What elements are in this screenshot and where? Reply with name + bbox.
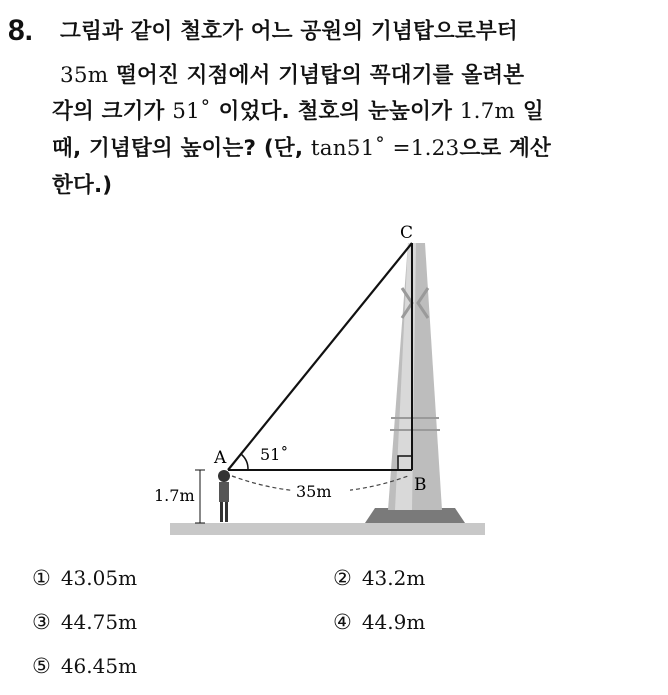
question-text: 때, 기념탑의 높이는? (단, — [52, 136, 311, 161]
choice-marker: ③ — [32, 610, 51, 634]
angle-arc — [241, 454, 248, 470]
choice-text: 44.75m — [60, 610, 138, 634]
label-c: C — [400, 223, 414, 243]
choice-text: 43.2m — [361, 566, 426, 590]
monument-figure — [150, 218, 490, 543]
question-line-2 — [60, 58, 524, 89]
choice-marker: ④ — [333, 610, 352, 634]
tan-condition: tan51˚ =1.23 — [310, 136, 460, 161]
choice-text: 46.45m — [60, 654, 138, 678]
choice-marker: ⑤ — [32, 654, 51, 678]
monument-base — [365, 508, 465, 523]
choice-5[interactable] — [32, 654, 137, 678]
question-text: 각의 크기가 — [52, 99, 173, 124]
question-number: 8. — [8, 14, 34, 47]
angle-label: 51˚ — [260, 445, 289, 464]
distance-value: 35m — [60, 63, 109, 88]
sight-line-ac — [228, 243, 412, 470]
choice-3[interactable] — [32, 610, 137, 634]
ground — [170, 523, 485, 535]
person-figure — [218, 470, 230, 522]
eye-height-label: 1.7m — [154, 486, 195, 505]
choice-marker: ① — [32, 566, 51, 590]
choice-text: 43.05m — [60, 566, 138, 590]
question-text: 이었다. 철호의 눈높이가 — [210, 99, 460, 124]
question-line-3 — [52, 94, 544, 125]
question-text: 일 — [515, 99, 544, 124]
question-text: 한다.) — [52, 173, 113, 198]
question-line-4 — [52, 131, 551, 162]
choice-4[interactable] — [333, 610, 425, 634]
question-line-5 — [52, 168, 112, 199]
angle-value: 51˚ — [172, 99, 211, 124]
distance-label: 35m — [296, 482, 332, 501]
choice-marker: ② — [333, 566, 352, 590]
eye-height-value: 1.7m — [459, 99, 516, 124]
label-a: A — [214, 448, 227, 468]
choice-2[interactable] — [333, 566, 425, 590]
choice-1[interactable] — [32, 566, 137, 590]
question-text: 떨어진 지점에서 기념탑의 꼭대기를 올려본 — [108, 63, 525, 88]
label-b: B — [414, 475, 427, 495]
question-text: 그림과 같이 철호가 어느 공원의 기념탑으로부터 — [60, 19, 518, 44]
question-line-1 — [60, 14, 518, 45]
choice-text: 44.9m — [361, 610, 426, 634]
question-text: 으로 계산 — [459, 136, 552, 161]
